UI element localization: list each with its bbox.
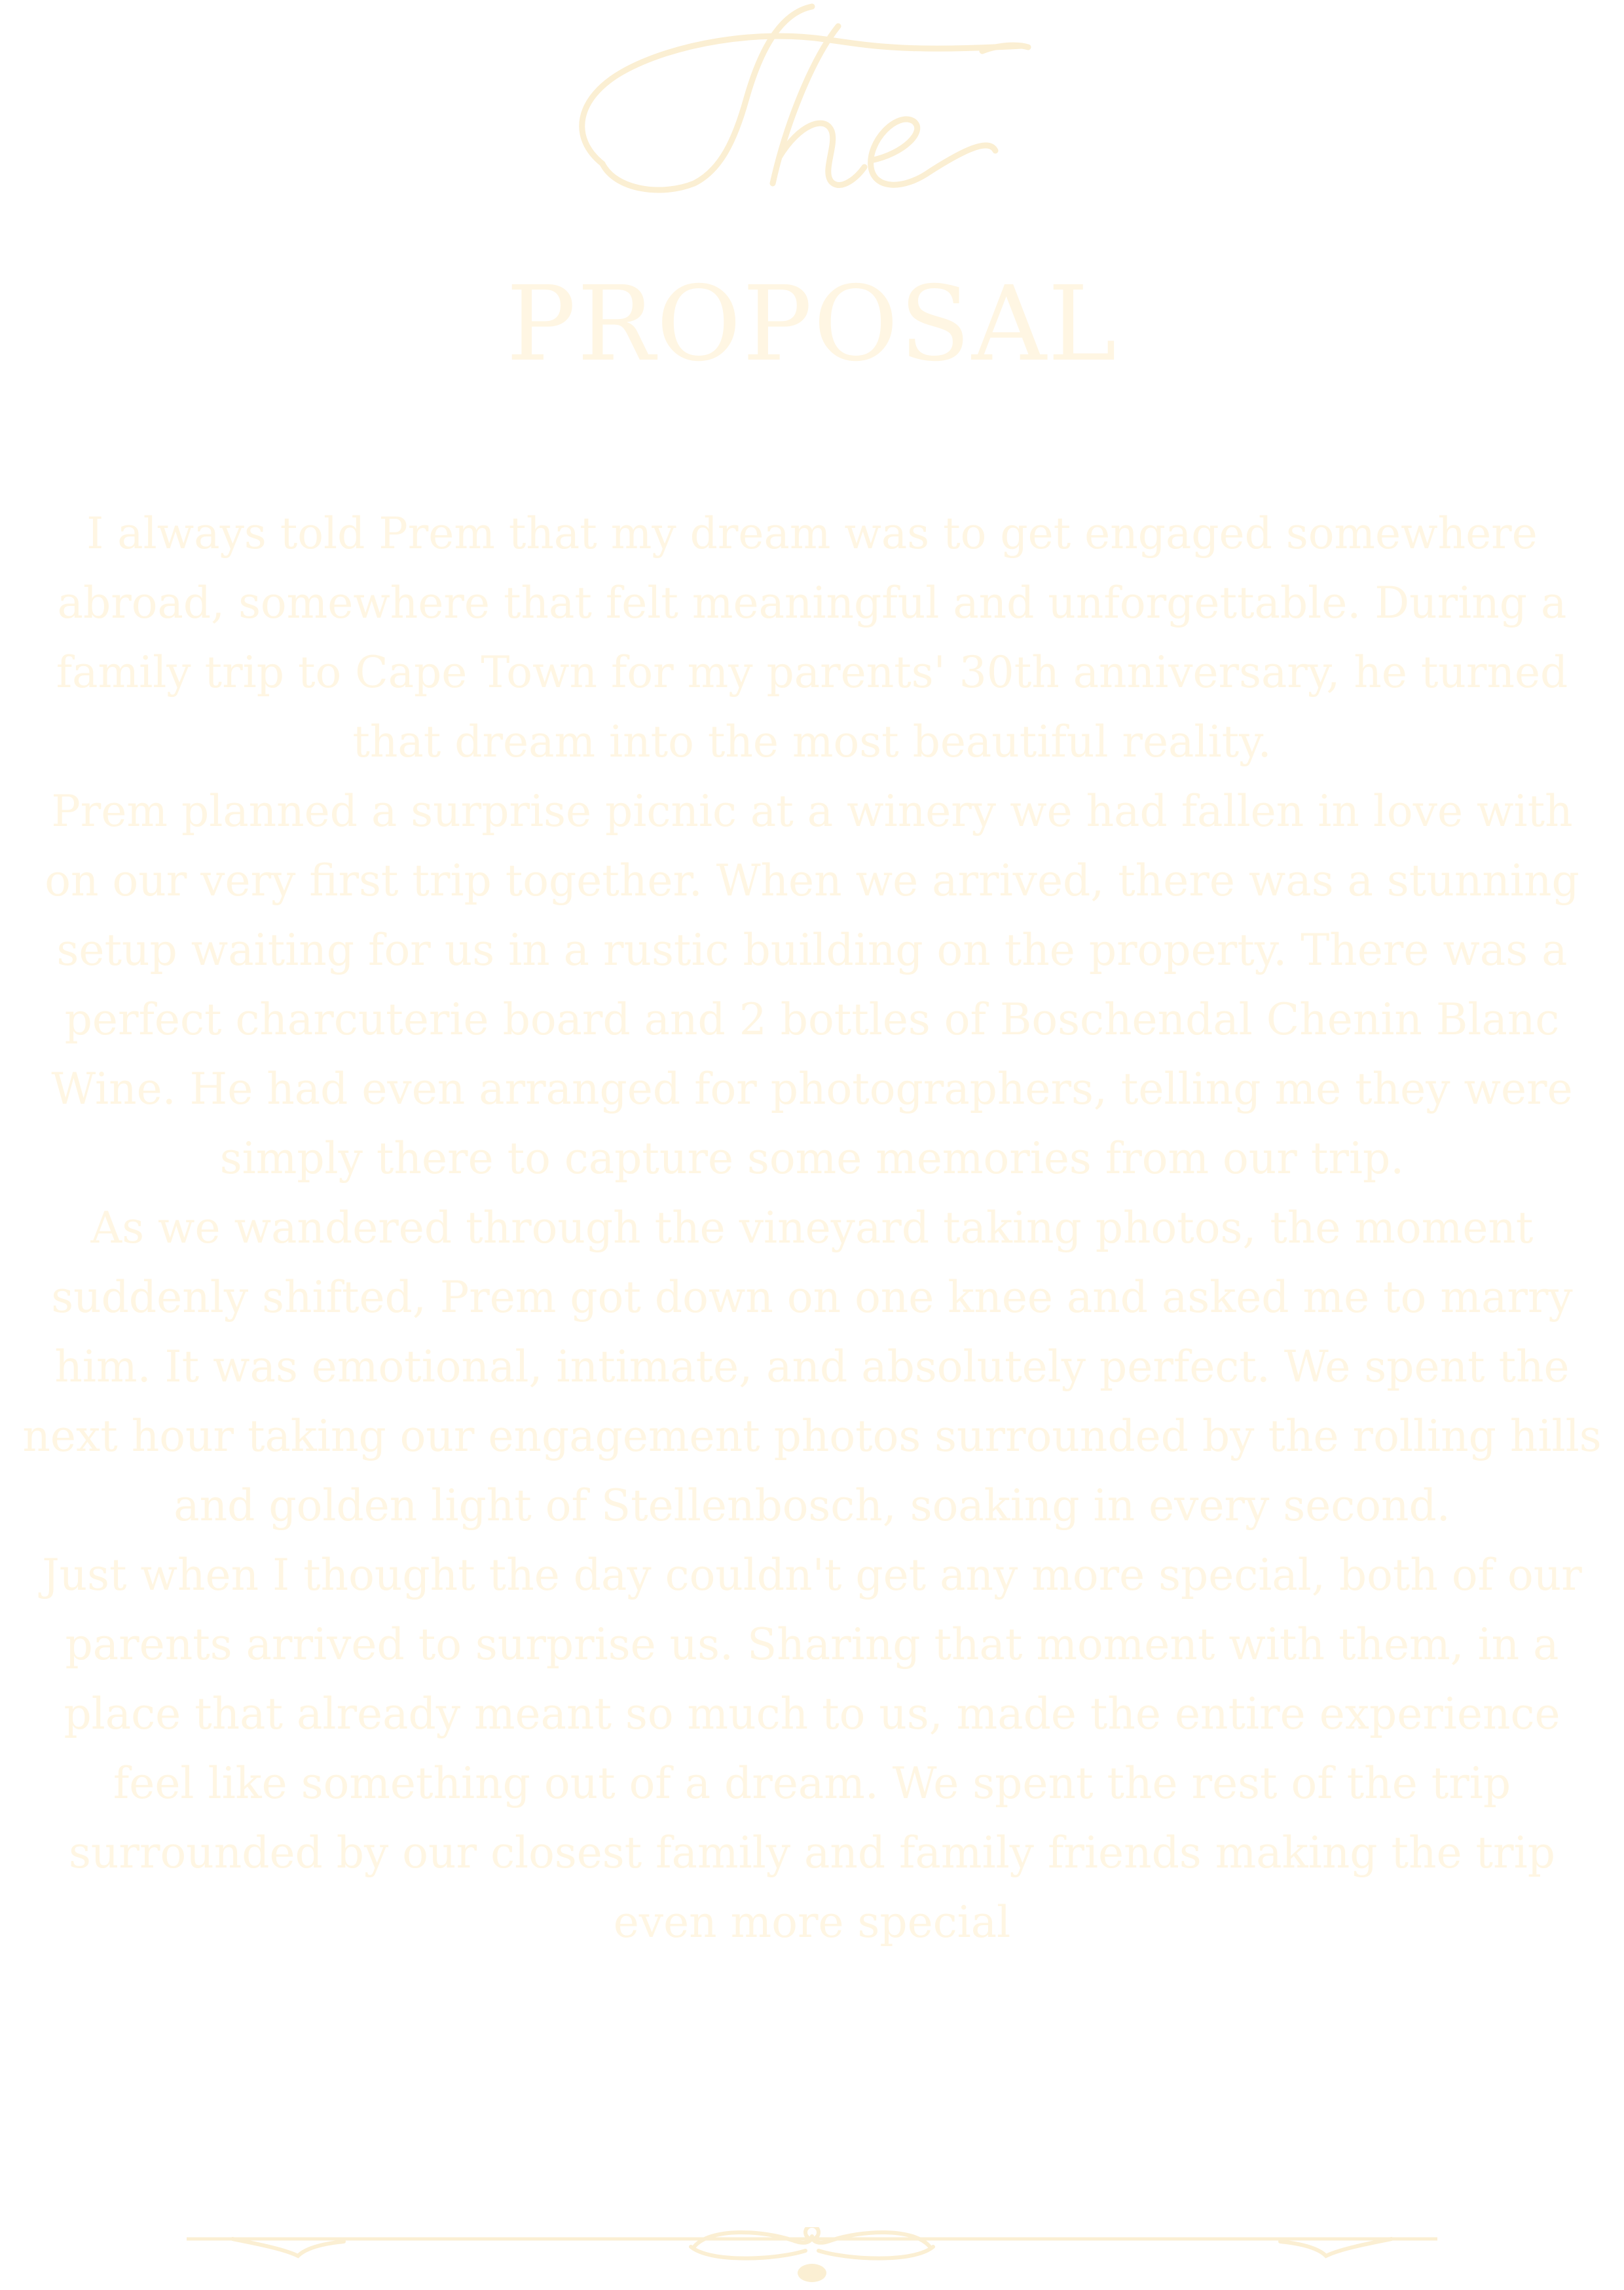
story-paragraph: As we wandered through the vineyard taking photos, the moment suddenly shifted, Prem got down on one knee and asked me to marry him. It was emotional, intimate, and absolutely perfect. We spent the next hour taking our engagement photos surrounded by the rolling hills and golden light of Stellenbosch, soaking in every second. xyxy=(22,1203,1602,1531)
proposal-story xyxy=(18,499,1606,1957)
story-paragraph: Prem planned a surprise picnic at a winery we had fallen in love with on our very first trip together. When we arrived, there was a stunning setup waiting for us in a rustic building on the property. There was a perfect charcuterie board and 2 bottles of Boschendal Chenin Blanc Wine. He had even arranged for photographers, telling me they were simply there to capture some memories from our trip. xyxy=(45,786,1579,1184)
script-the-heading xyxy=(563,0,1048,197)
story-paragraph: Just when I thought the day couldn't get any more special, both of our parents arrived to surprise us. Sharing that moment with them, in a place that already meant so much to us, made the entire experience feel like something out of a dream. We spent the rest of the trip surrounded by our closest family and family friends making the trip even more special xyxy=(42,1550,1582,1947)
script-the-lettering xyxy=(563,0,1048,197)
flourish-divider-icon xyxy=(187,2227,1437,2290)
page-title: PROPOSAL xyxy=(506,264,1118,385)
story-paragraph: I always told Prem that my dream was to get engaged somewhere abroad, somewhere that felt meaningful and unforgettable. During a family trip to Cape Town for my parents' 30th anniversary, he turned that dream into the most beautiful reality. xyxy=(56,508,1568,767)
